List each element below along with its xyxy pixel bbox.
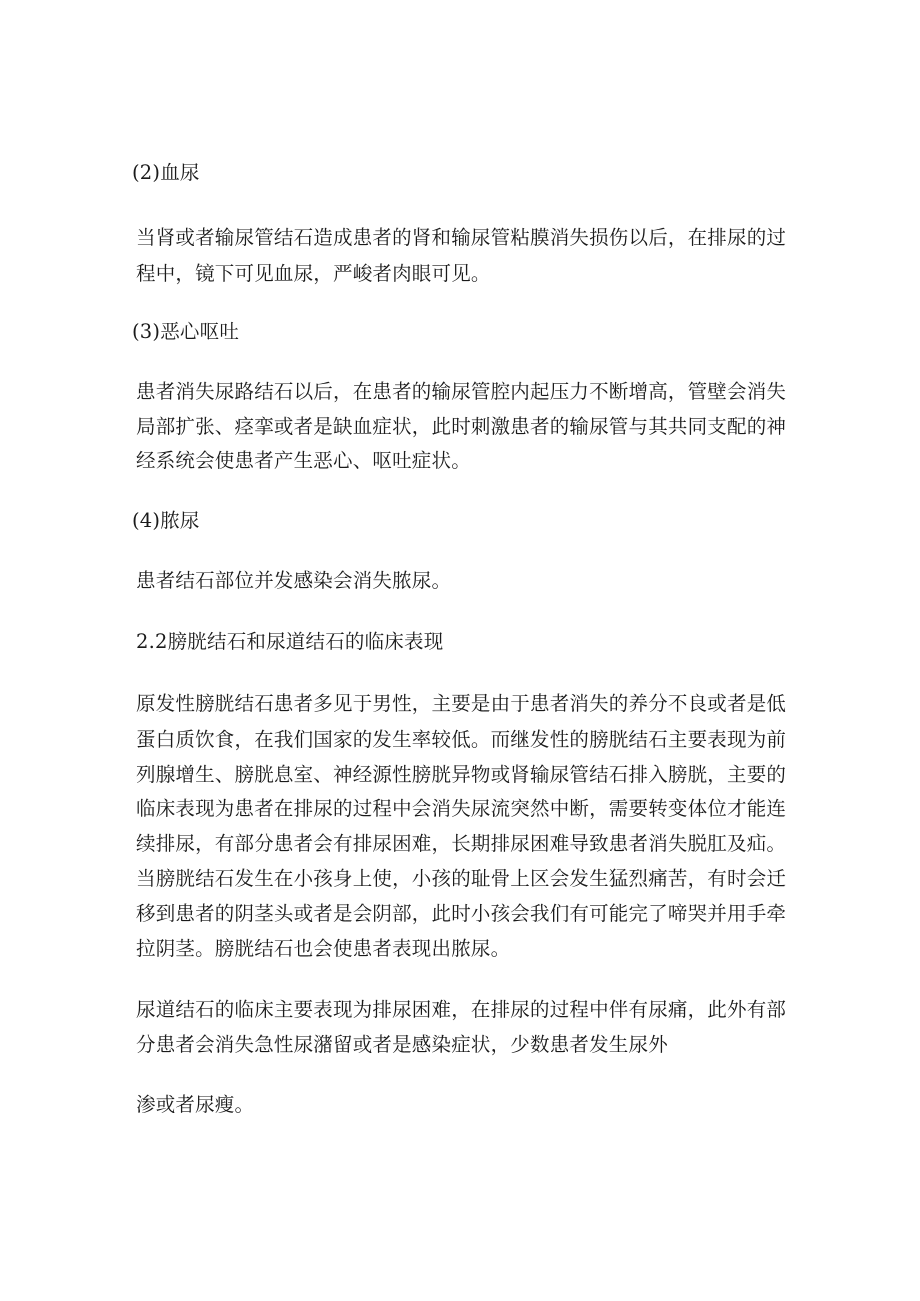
paragraph-line: 移到患者的阴茎头或者是会阴部，此时小孩会我们有可能完了啼哭并用手牵 bbox=[136, 902, 787, 925]
paragraph-line: 临床表现为患者在排尿的过程中会消失尿流突然中断，需要转变体位才能连 bbox=[136, 797, 787, 820]
section-heading-hematuria: (2)血尿 bbox=[132, 161, 200, 184]
paragraph-line: 当肾或者输尿管结石造成患者的肾和输尿管粘膜消失损伤以后，在排尿的过 bbox=[136, 226, 787, 249]
paragraph-line: 患者消失尿路结石以后，在患者的输尿管腔内起压力不断增高，管壁会消失 bbox=[136, 380, 787, 403]
paragraph-line: 渗或者尿瘦。 bbox=[136, 1093, 255, 1116]
paragraph-line: 蛋白质饮食，在我们国家的发生率较低。而继发性的膀胱结石主要表现为前 bbox=[136, 728, 787, 751]
paragraph-line: 局部扩张、痉挛或者是缺血症状，此时刺激患者的输尿管与其共同支配的神 bbox=[136, 415, 787, 438]
paragraph-line: 列腺增生、膀胱息室、神经源性膀胱异物或肾输尿管结石排入膀胱，主要的 bbox=[136, 763, 787, 786]
paragraph-line: 续排尿，有部分患者会有排尿困难，长期排尿困难导致患者消失脱肛及疝。 bbox=[136, 832, 787, 855]
section-heading-pyuria: (4)脓尿 bbox=[132, 509, 200, 532]
paragraph-line: 当膀胱结石发生在小孩身上使，小孩的耻骨上区会发生猛烈痛苦，有时会迁 bbox=[136, 867, 787, 890]
paragraph-line: 尿道结石的临床主要表现为排尿困难，在排尿的过程中伴有尿痛，此外有部 bbox=[136, 998, 787, 1021]
subsection-heading: 2.2膀胱结石和尿道结石的临床表现 bbox=[136, 630, 444, 653]
paragraph-line: 拉阴茎。膀胱结石也会使患者表现出脓尿。 bbox=[136, 937, 511, 960]
section-heading-nausea: (3)恶心呕吐 bbox=[132, 320, 240, 343]
paragraph-line: 经系统会使患者产生恶心、呕吐症状。 bbox=[136, 449, 471, 472]
paragraph-line: 患者结石部位并发感染会消失脓尿。 bbox=[136, 569, 452, 592]
paragraph-line: 分患者会消失急性尿潴留或者是感染症状，少数患者发生尿外 bbox=[136, 1033, 668, 1056]
paragraph-line: 原发性膀胱结石患者多见于男性，主要是由于患者消失的养分不良或者是低 bbox=[136, 692, 787, 715]
paragraph-line: 程中，镜下可见血尿，严峻者肉眼可见。 bbox=[136, 262, 491, 285]
